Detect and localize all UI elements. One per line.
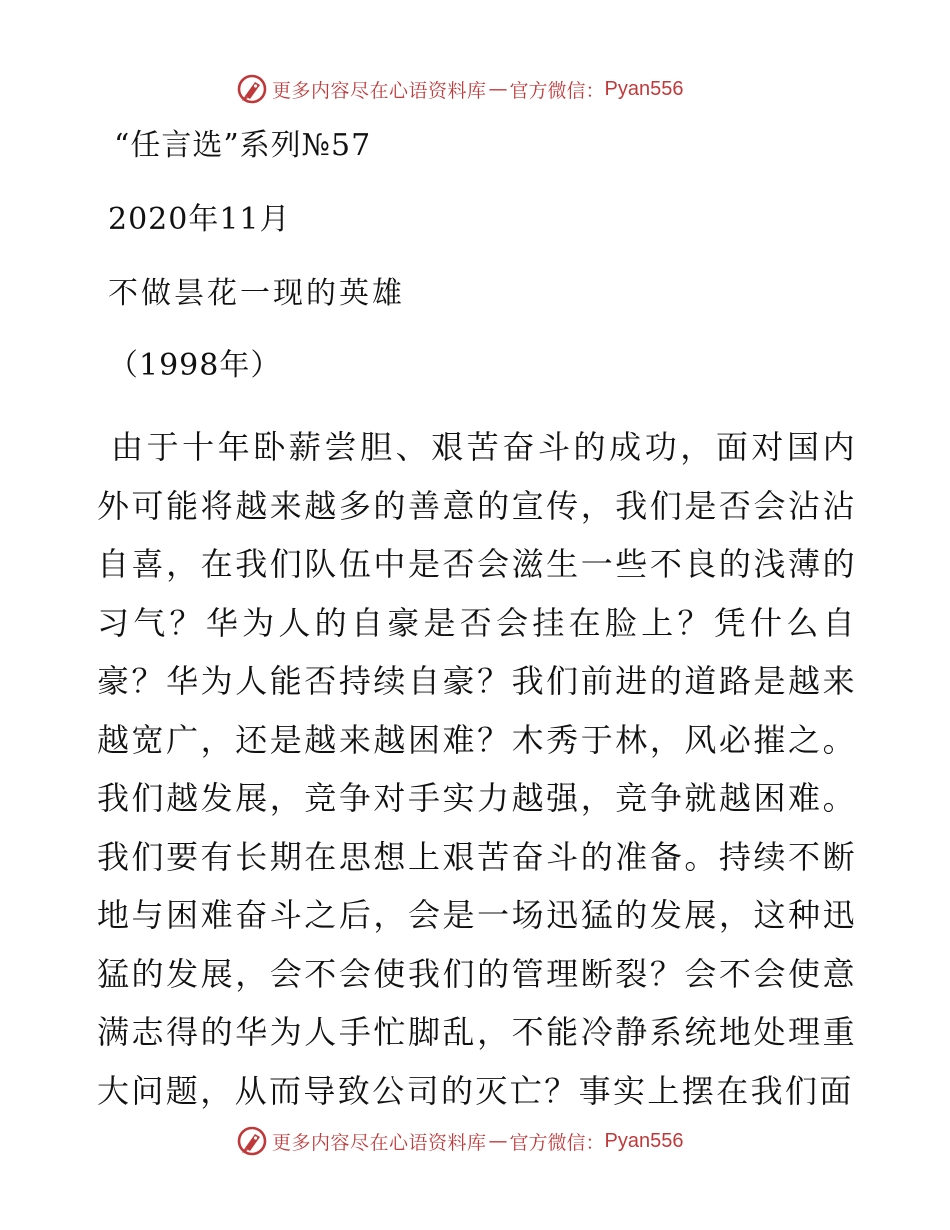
series-label: “任言选”系列№57 [114,128,372,163]
pen-nib-circle-icon [236,73,268,105]
year-label: （1998年） [108,348,282,383]
watermark-dash: — [488,1130,508,1152]
watermark-account: Pyan556 [604,77,684,100]
page-title: 不做昙花一现的英雄 [108,276,405,311]
pen-nib-circle-icon [236,1125,268,1157]
watermark-official-label: 官方微信： [509,1131,605,1154]
body-paragraph: 由于十年卧薪尝胆、艰苦奋斗的成功，面对国内外可能将越来越多的善意的宣传，我们是否会沾沾自喜，在我们队伍中是否会滋生一些不良的浅薄的习气？华为人的自豪是否会挂在脸上？凭什么自豪？华为人能否持续自豪？我们前进的道路是越来越宽广，还是越来越困难？木秀于林，风必摧之。我们越发展，竞争对手实力越强，竞争就越困难。我们要有长期在思想上艰苦奋斗的准备。持续不断地与困难奋斗之后，会是一场迅猛的发展，这种迅猛的发展，会不会使我们的管理断裂？会不会使意满志得的华为人手忙脚乱，不能冷静系统地处理重大问题，从而导致公司的灭亡？事实上摆在我们面 [97,428,857,1110]
watermark-text: 更多内容尽在心语资料库 [272,79,487,102]
watermark-account: Pyan556 [604,1129,684,1152]
watermark-text: 更多内容尽在心语资料库 [272,1131,487,1154]
header-watermark [236,72,684,106]
watermark-official-label: 官方微信： [509,79,605,102]
footer-watermark [236,1124,684,1158]
date-label: 2020年11月 [108,202,291,237]
watermark-dash: — [488,78,508,100]
